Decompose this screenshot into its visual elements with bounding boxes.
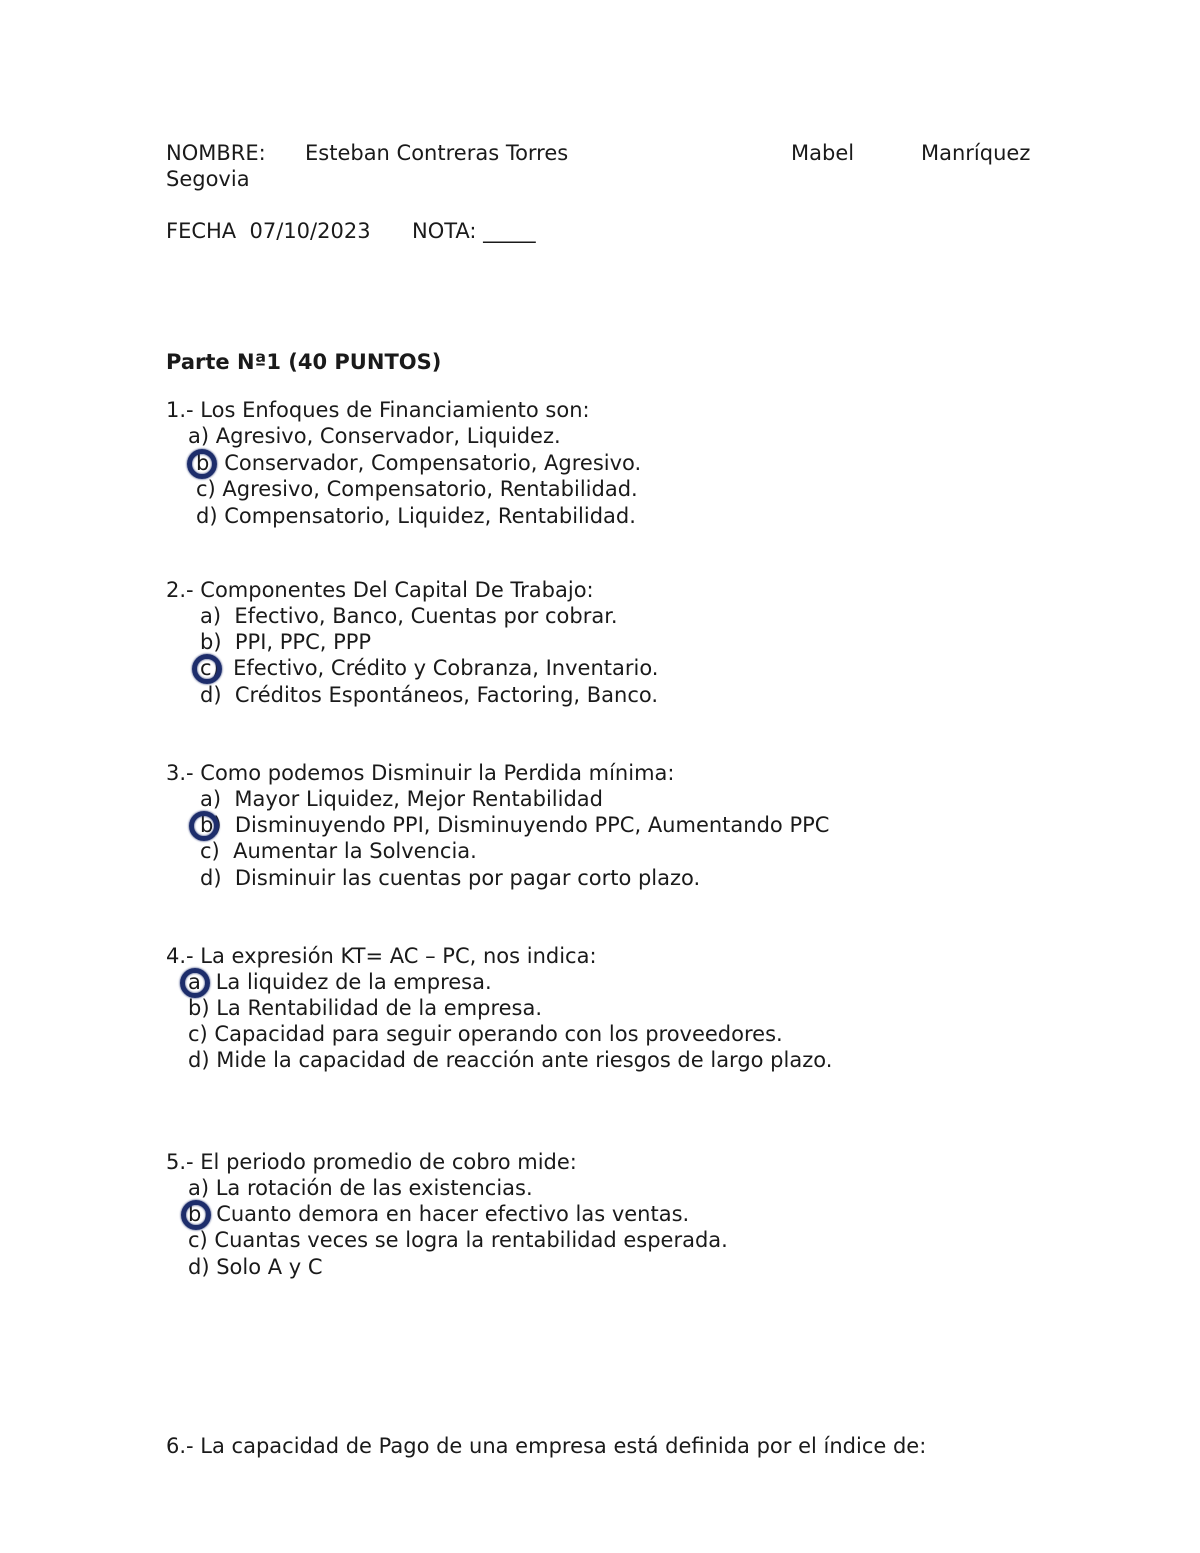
q4-option-b: b) La Rentabilidad de la empresa. bbox=[188, 996, 543, 1020]
q1-option-a: a) Agresivo, Conservador, Liquidez. bbox=[188, 424, 561, 448]
q1-answer-circle bbox=[187, 449, 217, 479]
q3-answer-circle bbox=[189, 811, 219, 841]
q5-option-d: d) Solo A y C bbox=[188, 1255, 323, 1279]
q3-option-a: a) Mayor Liquidez, Mejor Rentabilidad bbox=[200, 787, 603, 811]
q1-option-b: b) Conservador, Compensatorio, Agresivo. bbox=[196, 451, 642, 475]
q4-option-c: c) Capacidad para seguir operando con los proveedores. bbox=[188, 1022, 783, 1046]
q3-option-b: b) Disminuyendo PPI, Disminuyendo PPC, Aumentando PPC bbox=[200, 813, 830, 837]
question-1: 1.- Los Enfoques de Financiamiento son: bbox=[166, 398, 590, 422]
q2-option-c: c) Efectivo, Crédito y Cobranza, Inventario. bbox=[200, 656, 659, 680]
q2-answer-circle bbox=[192, 654, 222, 684]
q5-option-b: b) Cuanto demora en hacer efectivo las ventas. bbox=[188, 1202, 690, 1226]
name-label: NOMBRE: bbox=[166, 141, 266, 165]
grade-field: NOTA: _____ bbox=[412, 219, 536, 243]
q1-option-c: c) Agresivo, Compensatorio, Rentabilidad. bbox=[196, 477, 638, 501]
question-4: 4.- La expresión KT= AC – PC, nos indica: bbox=[166, 944, 597, 968]
q5-option-a: a) La rotación de las existencias. bbox=[188, 1176, 533, 1200]
student-name-2-last: Manríquez bbox=[921, 141, 1031, 165]
q2-option-b: b) PPI, PPC, PPP bbox=[200, 630, 372, 654]
question-5: 5.- El periodo promedio de cobro mide: bbox=[166, 1150, 577, 1174]
question-6: 6.- La capacidad de Pago de una empresa está definida por el índice de: bbox=[166, 1434, 927, 1458]
q5-answer-circle bbox=[181, 1200, 211, 1230]
q3-option-c: c) Aumentar la Solvencia. bbox=[200, 839, 477, 863]
q2-option-a: a) Efectivo, Banco, Cuentas por cobrar. bbox=[200, 604, 618, 628]
q5-option-c: c) Cuantas veces se logra la rentabilidad esperada. bbox=[188, 1228, 728, 1252]
q4-option-d: d) Mide la capacidad de reacción ante riesgos de largo plazo. bbox=[188, 1048, 833, 1072]
q4-option-a: a) La liquidez de la empresa. bbox=[188, 970, 492, 994]
student-name-1: Esteban Contreras Torres bbox=[305, 141, 569, 165]
question-3: 3.- Como podemos Disminuir la Perdida mínima: bbox=[166, 761, 675, 785]
student-name-2-first: Mabel bbox=[791, 141, 855, 165]
date-field: FECHA 07/10/2023 bbox=[166, 219, 371, 243]
q3-option-d: d) Disminuir las cuentas por pagar corto plazo. bbox=[200, 866, 701, 890]
section-title: Parte Nª1 (40 PUNTOS) bbox=[166, 350, 442, 374]
question-2: 2.- Componentes Del Capital De Trabajo: bbox=[166, 578, 594, 602]
q1-option-d: d) Compensatorio, Liquidez, Rentabilidad. bbox=[196, 504, 636, 528]
student-name-2-cont: Segovia bbox=[166, 167, 250, 191]
q2-option-d: d) Créditos Espontáneos, Factoring, Banco. bbox=[200, 683, 659, 707]
q4-answer-circle bbox=[180, 968, 210, 998]
